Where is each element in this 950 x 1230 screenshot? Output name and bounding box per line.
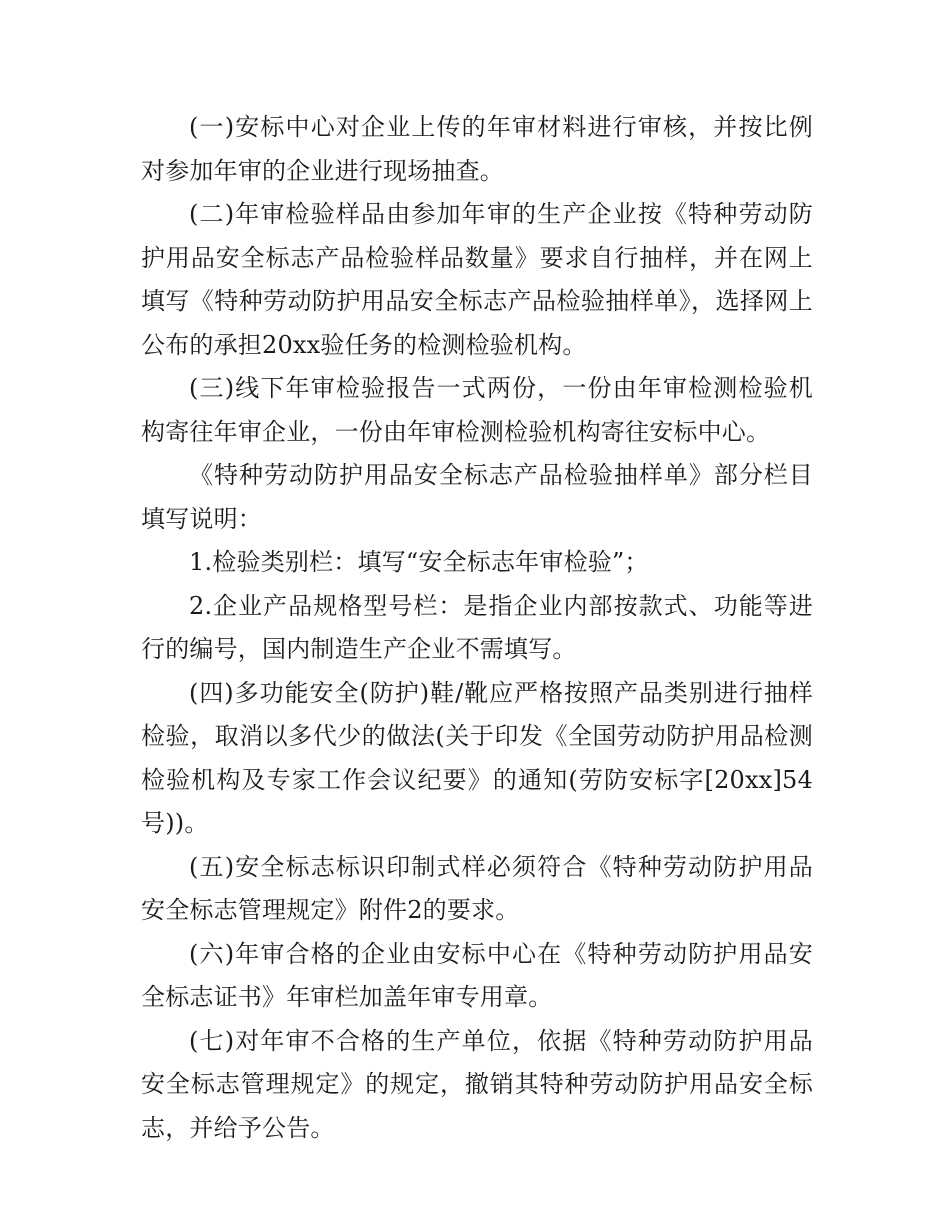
paragraph-item-7: (七)对年审不合格的生产单位，依据《特种劳动防护用品安全标志管理规定》的规定，撤销其特种劳动防护用品安全标志，并给予公告。 xyxy=(141,1026,813,1142)
paragraph-instruction-2: 2.企业产品规格型号栏：是指企业内部按款式、功能等进行的编号，国内制造生产企业不需填写。 xyxy=(141,591,813,663)
document-body xyxy=(141,106,813,1150)
paragraph-item-6: (六)年审合格的企业由安标中心在《特种劳动防护用品安全标志证书》年审栏加盖年审专用章。 xyxy=(141,939,813,1011)
paragraph-item-2: (二)年审检验样品由参加年审的生产企业按《特种劳动防护用品安全标志产品检验样品数量》要求自行抽样，并在网上填写《特种劳动防护用品安全标志产品检验抽样单》，选择网上公布的承担20xx验任务的检测检验机构。 xyxy=(141,200,813,359)
paragraph-item-4: (四)多功能安全(防护)鞋/靴应严格按照产品类别进行抽样检验，取消以多代少的做法(关于印发《全国劳动防护用品检测检验机构及专家工作会议纪要》的通知(劳防安标字[20xx]54号))。 xyxy=(141,678,813,837)
paragraph-item-5: (五)安全标志标识印制式样必须符合《特种劳动防护用品安全标志管理规定》附件2的要求。 xyxy=(141,852,813,924)
paragraph-item-1: (一)安标中心对企业上传的年审材料进行审核，并按比例对参加年审的企业进行现场抽查。 xyxy=(141,113,813,185)
paragraph-instruction-1: 1.检验类别栏：填写“安全标志年审检验”； xyxy=(189,548,649,576)
paragraph-item-3: (三)线下年审检验报告一式两份，一份由年审检测检验机构寄往年审企业，一份由年审检测检验机构寄往安标中心。 xyxy=(141,374,813,446)
paragraph-form-instructions-heading: 《特种劳动防护用品安全标志产品检验抽样单》部分栏目填写说明： xyxy=(141,461,813,533)
